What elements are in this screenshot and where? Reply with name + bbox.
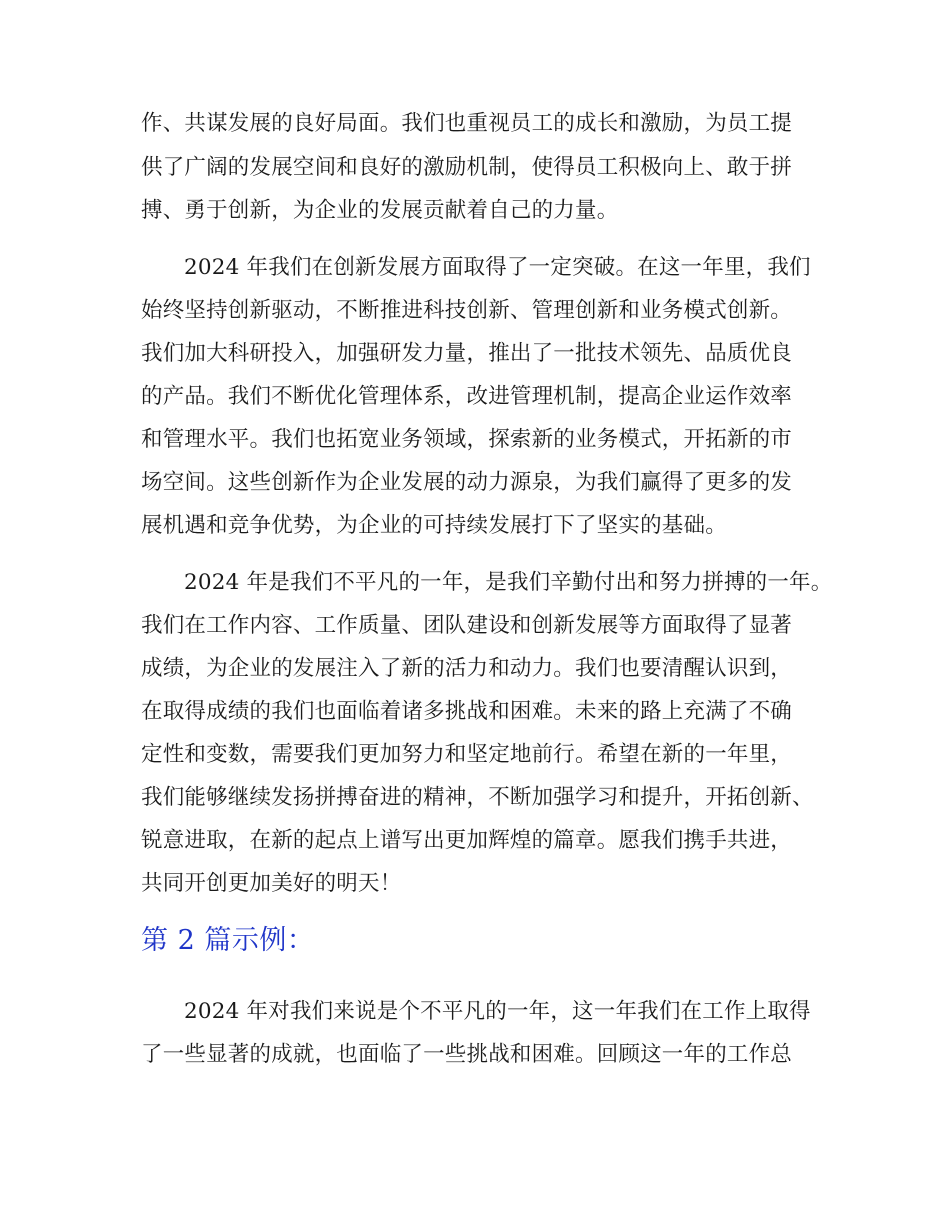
paragraph-2-line-5: 和管理水平。我们也拓宽业务领域，探索新的业务模式，开拓新的市 — [141, 427, 793, 452]
section-heading: 第 2 篇示例： — [141, 925, 315, 956]
paragraph-2-line-6: 场空间。这些创新作为企业发展的动力源泉，为我们赢得了更多的发 — [141, 470, 793, 495]
paragraph-2-line-2: 始终坚持创新驱动，不断推进科技创新、管理创新和业务模式创新。 — [141, 298, 793, 323]
paragraph-1-line-1: 作、共谋发展的良好局面。我们也重视员工的成长和激励，为员工提 — [141, 111, 793, 136]
paragraph-2-line-3: 我们加大科研投入，加强研发力量，推出了一批技术领先、品质优良 — [141, 341, 793, 366]
paragraph-3-line-6: 我们能够继续发扬拼搏奋进的精神，不断加强学习和提升，开拓创新、 — [141, 785, 814, 810]
paragraph-3-line-5: 定性和变数，需要我们更加努力和坚定地前行。希望在新的一年里， — [141, 742, 793, 767]
paragraph-2-line-7: 展机遇和竞争优势，为企业的可持续发展打下了坚实的基础。 — [141, 513, 727, 538]
paragraph-3-line-3: 成绩，为企业的发展注入了新的活力和动力。我们也要清醒认识到， — [141, 656, 793, 681]
paragraph-4-line-1: 2024 年对我们来说是个不平凡的一年，这一年我们在工作上取得 — [184, 999, 811, 1024]
paragraph-3-line-1: 2024 年是我们不平凡的一年，是我们辛勤付出和努力拼搏的一年。 — [184, 570, 833, 595]
paragraph-2-line-1: 2024 年我们在创新发展方面取得了一定突破。在这一年里，我们 — [184, 255, 811, 280]
paragraph-4-line-2: 了一些显著的成就，也面临了一些挑战和困难。回顾这一年的工作总 — [141, 1042, 793, 1067]
paragraph-1-line-3: 搏、勇于创新，为企业的发展贡献着自己的力量。 — [141, 198, 619, 223]
paragraph-3-line-8: 共同开创更加美好的明天！ — [141, 871, 402, 896]
paragraph-2-line-4: 的产品。我们不断优化管理体系，改进管理机制，提高企业运作效率 — [141, 384, 793, 409]
paragraph-3-line-7: 锐意进取，在新的起点上谱写出更加辉煌的篇章。愿我们携手共进， — [141, 828, 793, 853]
paragraph-1-line-2: 供了广阔的发展空间和良好的激励机制，使得员工积极向上、敢于拼 — [141, 155, 793, 180]
paragraph-3-line-2: 我们在工作内容、工作质量、团队建设和创新发展等方面取得了显著 — [141, 613, 793, 638]
paragraph-3-line-4: 在取得成绩的我们也面临着诸多挑战和困难。未来的路上充满了不确 — [141, 699, 793, 724]
